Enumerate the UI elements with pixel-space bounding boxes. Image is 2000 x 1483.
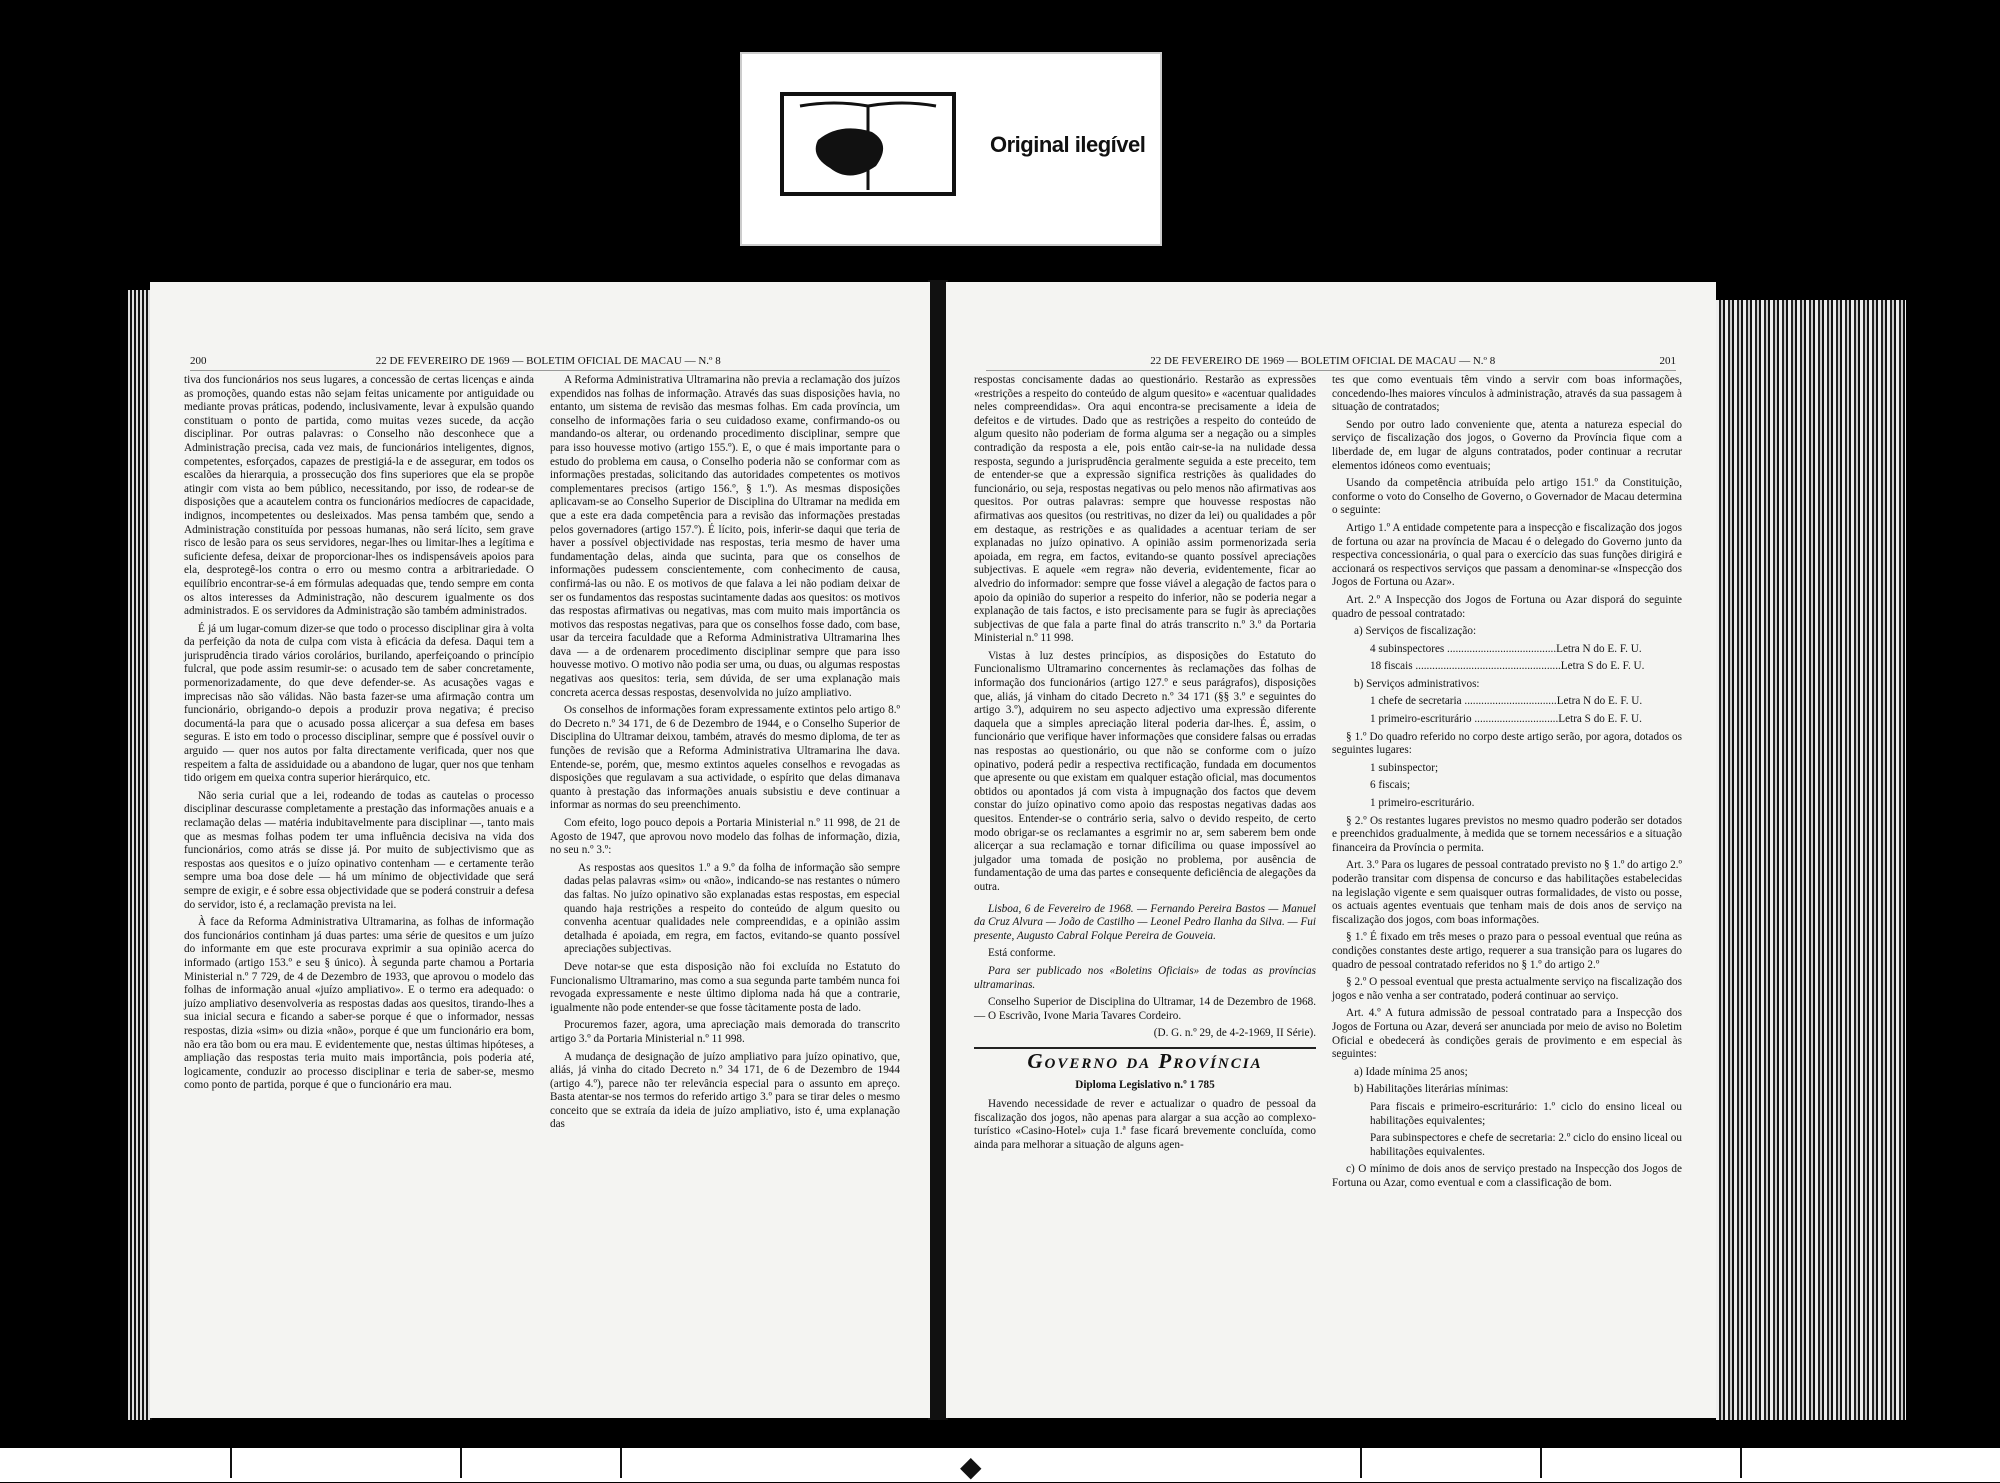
paragraph: tiva dos funcionários nos seus lugares, a concessão de certas licenças e ainda as promoções, quando estas não sejam feitas unicamente por antiguidade ou mediante provas práticas, podendo, inclusivamente, levar à expulsão quando constituam o ponto de partida, como muitas vezes sucede, da acção disciplinar. Por outras palavras: o Conselho não desconhece que a Administração precisa, cada vez mais, de funcionários inteligentes, dignos, competentes, esforçados, capazes de prestigiá-la e de assegurar, em todos os escalões da hierarquia, a prossecução dos fins superiores que ela se propõe atingir com vista ao bem público, necessitando, por isso, de rodear-se de disposições que a acautelem contra os funcionários medíocres de capacidade, indignos, incompetentes ou desleixados. Mas pensa também que, sendo a Administração constituída por pessoas humanas, não será lícito, sem grave risco de lesão para os seus servidores, negar-lhes ou limitar-lhes a legítima e suficiente defesa, deixar de proporcionar-lhes os indispensáveis apoios para ela, desprotegê-los contra o erro ou mesmo contra a arbitrariedade. O equilíbrio encontrar-se-á em fórmulas adequadas que, tendo sempre em conta os altos interesses da Administração, não descurem igualmente os dos administrados. E os servidores da Administração são também administrados. — [184, 374, 534, 618]
frame-tick — [460, 1448, 462, 1478]
paragraph: Procuremos fazer, agora, uma apreciação mais demorada do transcrito artigo 3.º da Portaria Ministerial n.º 11 998. — [550, 1019, 900, 1045]
list-item: 1 subinspector; — [1370, 761, 1439, 774]
right-running-head — [986, 352, 1676, 371]
paragraph: Está conforme. — [988, 947, 1056, 960]
illegible-original-stamp — [740, 52, 1162, 246]
list-item: 18 fiscais ....................................................Letra S do E. F. U. — [1370, 660, 1645, 673]
frame-arrows-icon: ◆ — [960, 1450, 982, 1483]
list-heading: a) Serviços de fiscalização: — [1354, 625, 1477, 638]
paragraph: Para ser publicado nos «Boletins Oficiais» de todas as províncias ultramarinas. — [974, 964, 1316, 991]
frame-tick — [230, 1448, 232, 1478]
paragraph: Art. 4.º A futura admissão de pessoal contratado para a Inspecção dos Jogos de Fortuna ou Azar, deverá ser anunciada por meio de aviso no Boletim Oficial e obedecerá às condições gerais de provimento e em especial às seguintes: — [1332, 1007, 1682, 1061]
section-heading: Governo da Província — [1027, 1048, 1263, 1073]
paragraph: Conselho Superior de Disciplina do Ultramar, 14 de Dezembro de 1968. — O Escrivão, Ivone Maria Tavares Cordeiro. — [974, 996, 1316, 1022]
left-column-2 — [550, 374, 900, 1136]
paragraph: Não seria curial que a lei, rodeando de todas as cautelas o processo disciplinar descurasse completamente a prestação das informações anuais e a reclamação delas — matéria indubitavelmente para disciplinar —, tanto mais que as mesmas folhas podem ter uma influência decisiva na vida dos funcionários, como atrás se disse já. Por muito de subjectivismo que as respostas aos quesitos e o juízo opinativo contenham — e certamente terão sempre uma boa dose dele — há um mínimo de objectividade que será sempre de exigir, e é sobre essa objectividade que se poderá construir a defesa do servidor, isto é, a reclamação prevista na lei. — [184, 789, 534, 911]
list-item: 6 fiscais; — [1370, 779, 1411, 792]
right-header-title: 22 DE FEVEREIRO DE 1969 — BOLETIM OFICIAL DE MACAU — N.º 8 — [1150, 355, 1496, 367]
list-item: 1 chefe de secretaria .................................Letra N do E. F. U. — [1370, 695, 1643, 708]
left-column-1 — [184, 374, 534, 1097]
list-item: a) Idade mínima 25 anos; — [1354, 1065, 1468, 1078]
left-header-title: 22 DE FEVEREIRO DE 1969 — BOLETIM OFICIAL DE MACAU — N.º 8 — [375, 355, 721, 367]
paragraph: § 2.º Os restantes lugares previstos no mesmo quadro poderão ser dotados e preenchidos gradualmente, à medida que se tornem necessários e a situação financeira da Província o permita. — [1332, 814, 1682, 854]
frame-tick — [1740, 1448, 1742, 1478]
film-strip-bar — [0, 1448, 2000, 1482]
illegible-original-label: Original ilegível — [990, 132, 1146, 157]
paragraph: § 1.º É fixado em três meses o prazo para o pessoal eventual que reúna as condições constantes deste artigo, requerer a sua transição para os lugares do quadro de pessoal contratado referidos no § 1.º do artigo 2.º — [1332, 931, 1682, 971]
paragraph: Art. 3.º Para os lugares de pessoal contratado previsto no § 1.º do artigo 2.º poderão transitar com dispensa de concurso e das habilitações estabelecidas na legislação vigente e sem quaisquer outras formalidades, de visto ou posse, os actuais agentes eventuais que tenham mais de dois anos de serviço na fiscalização dos jogos, com boas informações. — [1332, 859, 1682, 926]
paragraph: A mudança de designação de juízo ampliativo para juízo opinativo, que, aliás, já vinha do citado Decreto n.º 34 171, de 6 de Dezembro de 1944 (artigo 4.º), parece não ter relevância especial para o assunto em apreço. Basta atentar-se nos termos do referido artigo 3.º para se tirar deles o mesmo conceito que se extraía da ideia de juízo ampliativo, isto é, uma explanação das — [550, 1050, 900, 1131]
paragraph: É já um lugar-comum dizer-se que todo o processo disciplinar gira à volta da perfeição da nota de culpa com vista à eficácia da defesa. Daqui tem a jurisprudência tirado vários corolários, burilando, aperfeiçoando o princípio fulcral, que pode assim resumir-se: o acusado tem de saber concretamente, pormenorizadamente, do que deve defender-se. As acusações vagas e imprecisas não são válidas. Não basta fazer-se uma afirmação contra um funcionário, obrigando-o depois a produzir prova negativa; é preciso documentá-la para que o acusado possa alicerçar a sua defesa em bases seguras. E isto em todo o processo disciplinar, sempre que é possível ouvir o arguido — quer nos autos por falta directamente verificada, quer nos que respeitem a falta de assiduidade ou a abandono de lugar, quer nos que tenham tido origem em queixa contra superior hierárquico, etc. — [184, 622, 534, 785]
book-spine — [928, 280, 948, 1420]
paragraph: Os conselhos de informações foram expressamente extintos pelo artigo 8.º do Decreto n.º 34 171, de 6 de Dezembro de 1944, e o Conselho Superior de Disciplina do Ultramar deixou, também, através do mesmo diploma, de ter as funções de revisão que a Reforma Administrativa Ultramarina lhe dava. Entende-se, porém, que, mesmo extintos aqueles conselhos e revogadas as disposições que regulavam a sua actividade, o espírito que delas dimanava quanto à prestação das informações anuais subsistiu e deve continuar a informar as normas do seu preenchimento. — [550, 704, 900, 812]
paragraph: c) O mínimo de dois anos de serviço prestado na Inspecção dos Jogos de Fortuna ou Azar, como eventual e com a classificação de bom. — [1332, 1163, 1682, 1189]
paragraph: Vistas à luz destes princípios, as disposições do Estatuto do Funcionalismo Ultramarino concernentes às reclamações das folhas de informação dos funcionários (artigo 127.º e seus parágrafos), disposições que, aliás, já vinham do citado Decreto n.º 34 171 (§§ 3.º e seguintes do artigo 3.º), adquirem no seu aspecto adjectivo uma expressão diferente daquela que a simples apreciação literal poderia dar-lhes. É, assim, o funcionário que verifique haver informações que considere falsas ou erradas nas respostas ao questionário, ou que não se conforme com o juízo opinativo, poderá pedir a respectiva rectificação, fundada em documentos que apresente ou que existam em qualquer estação oficial, mas documentos obtidos ou apontados já com vista à impugnação dos factos que devem constar do juízo opinativo como apoio das respostas negativas dadas aos quesitos. Entender-se o contrário seria, salvo o devido respeito, de certo modo obrigar-se os reclamantes a esgrimir no ar, sem saberem bem onde alicerçar a sua reclamação e tornar dificílima ou quase impossível ao julgador uma tomada de posição no problema, por ausência de fundamentação de uma das partes e consequente deficiência de alegações da outra. — [974, 649, 1316, 893]
paragraph: A Reforma Administrativa Ultramarina não previa a reclamação dos juízos expendidos nas folhas de informação. Através das suas disposições havia, no entanto, um sistema de revisão das mesmas folhas. Em cada província, um conselho de informações faria o seu cuidadoso exame, confirmando-os ou mandando-os alterar, ou ordenando procedimento disciplinar, sempre que para isso houvesse motivo (artigo 155.º). E, o que é mais importante para o estudo do problema em causa, o Conselho poderia não se conformar com as informações prestadas, solicitando das autoridades competentes os motivos complementares precisos (artigo 156.º, § 1.º). As mesmas disposições aplicavam-se ao Conselho Superior de Disciplina do Ultramar na medida em que a este era dada competência para a revisão das informações prestadas pelos governadores (artigo 157.º). É lícito, pois, inferir-se daqui que teria de haver a possível objectividade nas respostas, teria mesmo de haver uma fundamentação delas, ainda que sucinta, para que os conselhos de informações pudessem conscientemente, com conhecimento de causa, confirmá-las ou não. E os motivos de que falava a lei não podiam deixar de ser os fundamentos das respostas sucintamente dadas aos quesitos: os motivos das respostas afirmativas ou negativas, mas com muito mais importância os motivos das respostas negativas, para que os conselhos fosse dado, com base, usar da terceira faculdade que a Reforma Administrativa Ultramarina lhes dava — a de ordenarem procedimento disciplinar sempre que para isso houvesse motivo. O motivo não podia ser uma, ou duas, ou algumas respostas negativas aos quesitos: teria, sem dúvida, de ser uma explanação mais concreta acerca dessas respostas, desenvolvida no juízo ampliativo. — [550, 374, 900, 699]
paragraph: À face da Reforma Administrativa Ultramarina, as folhas de informação dos funcionários continham já duas partes: uma série de quesitos e um juízo do informante em que este procurava exprimir a sua opinião acerca do informado (artigo 153.º e seu § único). À segunda parte chamou a Portaria Ministerial n.º 7 729, de 4 de Dezembro de 1933, que aprovou o modelo das folhas de informação anual «juízo ampliativo». E o termo era adequado: o juízo ampliativo desenvolveria as respostas dadas aos quesitos, tirando-lhes a sua inicial secura e ficando a saber-se porque é que o informador, nessas respostas, dizia «sim» ou dizia «não», porque é que um funcionário era bom, não era tão bom ou era mau. E evidentemente que, nestas últimas hipóteses, a ampliação das respostas teria muito mais importância, pois poderia até, logicamente, conduzir ao processo disciplinar e teria de saber-se, mesmo como ponto de partida, porque é que o funcionário era mau. — [184, 916, 534, 1092]
paragraph: Art. 2.º A Inspecção dos Jogos de Fortuna ou Azar disporá do seguinte quadro de pessoal contratado: — [1332, 593, 1682, 620]
page-number-right: 201 — [1659, 355, 1676, 367]
paragraph: Usando da competência atribuída pelo artigo 151.º da Constituição, conforme o voto do Conselho de Governo, o Governador de Macau determina o seguinte: — [1332, 477, 1682, 517]
paragraph: § 1.º Do quadro referido no corpo deste artigo serão, por agora, dotados os seguintes lugares: — [1332, 730, 1682, 757]
paragraph: Artigo 1.º A entidade competente para a inspecção e fiscalização dos jogos de fortuna ou azar na província de Macau é o delegado do Governo junto da respectiva concessionária, o qual para o exercício das suas funções dirigirá e accionará os respectivos serviços que passam a denominar-se «Inspecção dos Jogos de Fortuna ou Azar». — [1332, 521, 1682, 589]
list-item: 1 primeiro-escriturário ..............................Letra S do E. F. U. — [1370, 713, 1642, 726]
book-page-edge-right — [1716, 300, 1906, 1420]
paragraph: Com efeito, logo pouco depois a Portaria Ministerial n.º 11 998, de 21 de Agosto de 1947, que aprovou novo modelo das folhas de informação, dizia, no seu n.º 3.º: — [550, 817, 900, 857]
quoted-paragraph: As respostas aos quesitos 1.º a 9.º da folha de informação são sempre dadas pelas palavras «sim» ou «não», indicando-se nas restantes o número das faltas. No juízo opinativo são explanadas estas respostas, em especial quando haja restrições a respeito do conteúdo de algum quesito ou convenha acentuar qualidades nele compreendidas, e a opinião assim detalhada é apoiada, em regra, em factos, evitando-se quanto possível apreciações subjectivas. — [564, 861, 900, 956]
paragraph: tes que como eventuais têm vindo a servir com boas informações, concedendo-lhes maiores vínculos à administração, através da sua passagem à situação de contratados; — [1332, 374, 1682, 414]
page-number-left: 200 — [190, 355, 207, 367]
paragraph: respostas concisamente dadas ao questionário. Restarão as expressões «restrições a respeito do conteúdo de algum quesito» e «acentuar qualidades neles compreendidas». Ora aqui encontra-se precisamente a ideia de defeitos e de virtudes. Dado que as restrições a respeito do conteúdo de algum quesito não poderiam de forma alguma ser a negação ou a simples contradição da resposta a ele, pois então cair-se-ia na nulidade dessa resposta, segundo a jurisprudência geralmente seguida a este preceito, tem de entender-se que a expressão significa restrições às qualidades do funcionário, ou seja, respostas negativas ou pelo menos não afirmativas aos quesitos. Por outras palavras: sempre que houvesse respostas não afirmativas aos quesitos (ou restritivas, no dizer da lei) ou qualidades a pôr em destaque, as restrições e as qualidades a acentuar teriam de ser explanadas no juízo opinativo. A opinião assim pormenorizada seria apoiada, em regra, em factos, evitando-se quanto possível apreciações subjectivas. E aquele «em regra» não deveria, evidentemente, ficar ao alvedrio do informador: sempre que fosse viável a alegação de factos para o apoio da opinião do superior a respeito do inferior, não se poderia negar a explanação de tais factos, e isto precisamente para se fugir às apreciações subjectivas de que fala a parte final do atrás transcrito n.º 3.º da Portaria Ministerial n.º 11 998. — [974, 374, 1316, 645]
frame-tick — [1540, 1448, 1542, 1478]
decree-title: Diploma Legislativo n.º 1 785 — [1075, 1078, 1215, 1091]
list-item: Para subinspectores e chefe de secretaria: 2.º ciclo do ensino liceal ou habilitações equivalentes. — [1370, 1132, 1682, 1158]
list-item: 4 subinspectores .......................................Letra N do E. F. U. — [1370, 642, 1642, 655]
paragraph: Deve notar-se que esta disposição não foi excluída no Estatuto do Funcionalismo Ultramarino, mas como a sua segunda parte também nunca foi revogada expressamente e neste último diploma nada há que a contrarie, igualmente não pode entender-se que fosse tàcitamente posta de lado. — [550, 960, 900, 1014]
book-page-edge-left — [128, 290, 152, 1420]
signature-line: Lisboa, 6 de Fevereiro de 1968. — Fernando Pereira Bastos — Manuel da Cruz Alvura — João de Castilho — Leonel Pedro Ilanha da Silva. — Fui presente, Augusto Cabral Folque Pereira de Gouveia. — [974, 902, 1316, 942]
list-item: Para fiscais e primeiro-escriturário: 1.º ciclo do ensino liceal ou habilitações equivalentes; — [1370, 1100, 1682, 1127]
paragraph: § 2.º O pessoal eventual que presta actualmente serviço na fiscalização dos jogos e não venha a ser contratado, poderá continuar ao serviço. — [1332, 976, 1682, 1002]
list-heading: b) Serviços administrativos: — [1354, 677, 1480, 690]
right-page — [946, 282, 1716, 1418]
list-item: 1 primeiro-escriturário. — [1370, 797, 1475, 810]
source-line: (D. G. n.º 29, de 4-2-1969, II Série). — [1153, 1027, 1316, 1040]
left-running-head — [190, 352, 890, 371]
right-column-1 — [974, 374, 1316, 1156]
right-column-2 — [1332, 374, 1682, 1194]
frame-tick — [1360, 1448, 1362, 1478]
open-book-icon — [780, 92, 956, 196]
left-page — [150, 282, 930, 1418]
paragraph: Havendo necessidade de rever e actualizar o quadro de pessoal da fiscalização dos jogos, não apenas para alargar a sua acção ao complexo-turístico «Casino-Hotel» cuja 1.ª fase ficará brevemente concluída, como ainda para melhorar a situação de alguns agen- — [974, 1098, 1316, 1151]
frame-tick — [620, 1448, 622, 1478]
paragraph: Sendo por outro lado conveniente que, atenta a natureza especial do serviço de fiscalização dos jogos, o Governo da Província fique com a liberdade de, em lugar de alguns contratados, poder continuar a recrutar elementos idóneos como eventuais; — [1332, 418, 1682, 472]
list-item: b) Habilitações literárias mínimas: — [1354, 1083, 1509, 1096]
